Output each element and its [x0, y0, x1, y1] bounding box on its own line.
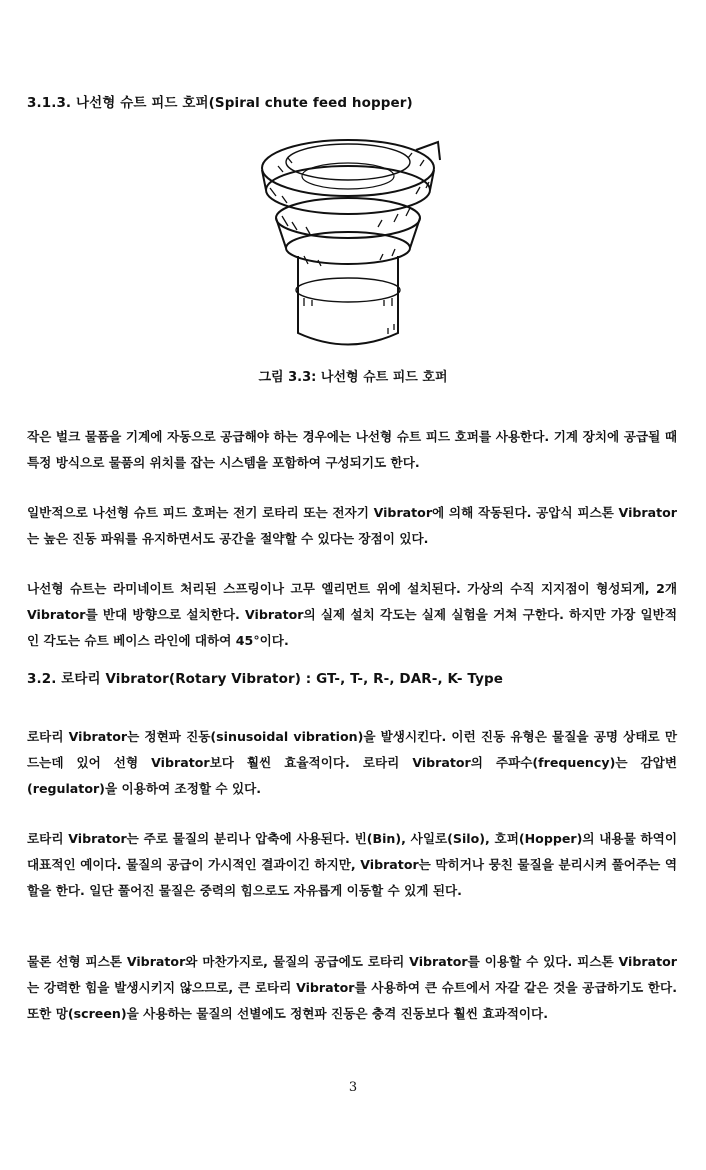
- paragraph-spiral-usage: 작은 벌크 물품을 기계에 자동으로 공급해야 하는 경우에는 나선형 슈트 피드 호퍼를 사용한다. 기계 장치에 공급될 때 특정 방식으로 물품의 위치를 잡는 시스템을 포함하여 구성되기도 한다.: [27, 428, 677, 470]
- section-heading-3-2: 3.2. 로타리 Vibrator(Rotary Vibrator) : GT-, T-, R-, DAR-, K- Type: [27, 671, 503, 687]
- paragraph-spiral-mounting: 나선형 슈트는 라미네이트 처리된 스프링이나 고무 엘리먼트 위에 설치된다. 가상의 수직 지지점이 형성되게, 2개 Vibrator를 반대 방향으로 설치한다. Vibrator의 실제 설치 각도는 실제 실험을 거쳐 구한다. 하지만 가장 일반적인 각도는 슈트 베이스 라인에 대하여 45°이다.: [27, 580, 677, 648]
- paragraph-rotary-feeding: 물론 선형 피스톤 Vibrator와 마찬가지로, 물질의 공급에도 로타리 Vibrator를 이용할 수 있다. 피스톤 Vibrator는 강력한 힘을 발생시키지 않으므로, 큰 로타리 Vibrator를 사용하여 큰 슈트에서 자갈 같은 것을 공급하기도 한다. 또한 망(screen)을 사용하는 물질의 선별에도 정현파 진동은 충격 진동보다 훨씬 효과적이다.: [27, 953, 677, 1021]
- spiral-chute-hopper-illustration: [248, 128, 448, 350]
- section-heading-3-1-3: 3.1.3. 나선형 슈트 피드 호퍼(Spiral chute feed hopper): [27, 95, 413, 111]
- page-number: 3: [348, 1080, 358, 1095]
- figure-caption: 그림 3.3: 나선형 슈트 피드 호퍼: [258, 370, 448, 385]
- paragraph-spiral-drive: 일반적으로 나선형 슈트 피드 호퍼는 전기 로타리 또는 전자기 Vibrator에 의해 작동된다. 공압식 피스톤 Vibrator는 높은 진동 파워를 유지하면서도 공간을 절약할 수 있다는 장점이 있다.: [27, 504, 677, 546]
- paragraph-rotary-usage: 로타리 Vibrator는 주로 물질의 분리나 압축에 사용된다. 빈(Bin), 사일로(Silo), 호퍼(Hopper)의 내용물 하역이 대표적인 예이다. 물질의 공급이 가시적인 결과이긴 하지만, Vibrator는 막히거나 뭉친 물질을 분리시켜 풀어주는 역할을 한다. 일단 풀어진 물질은 중력의 힘으로도 자유롭게 이동할 수 있게 된다.: [27, 830, 677, 898]
- paragraph-rotary-vibration: 로타리 Vibrator는 정현파 진동(sinusoidal vibration)을 발생시킨다. 이런 진동 유형은 물질을 공명 상태로 만드는데 있어 선형 Vibrator보다 훨씬 효율적이다. 로타리 Vibrator의 주파수(frequency)는 감압변(regulator)을 이용하여 조정할 수 있다.: [27, 728, 677, 796]
